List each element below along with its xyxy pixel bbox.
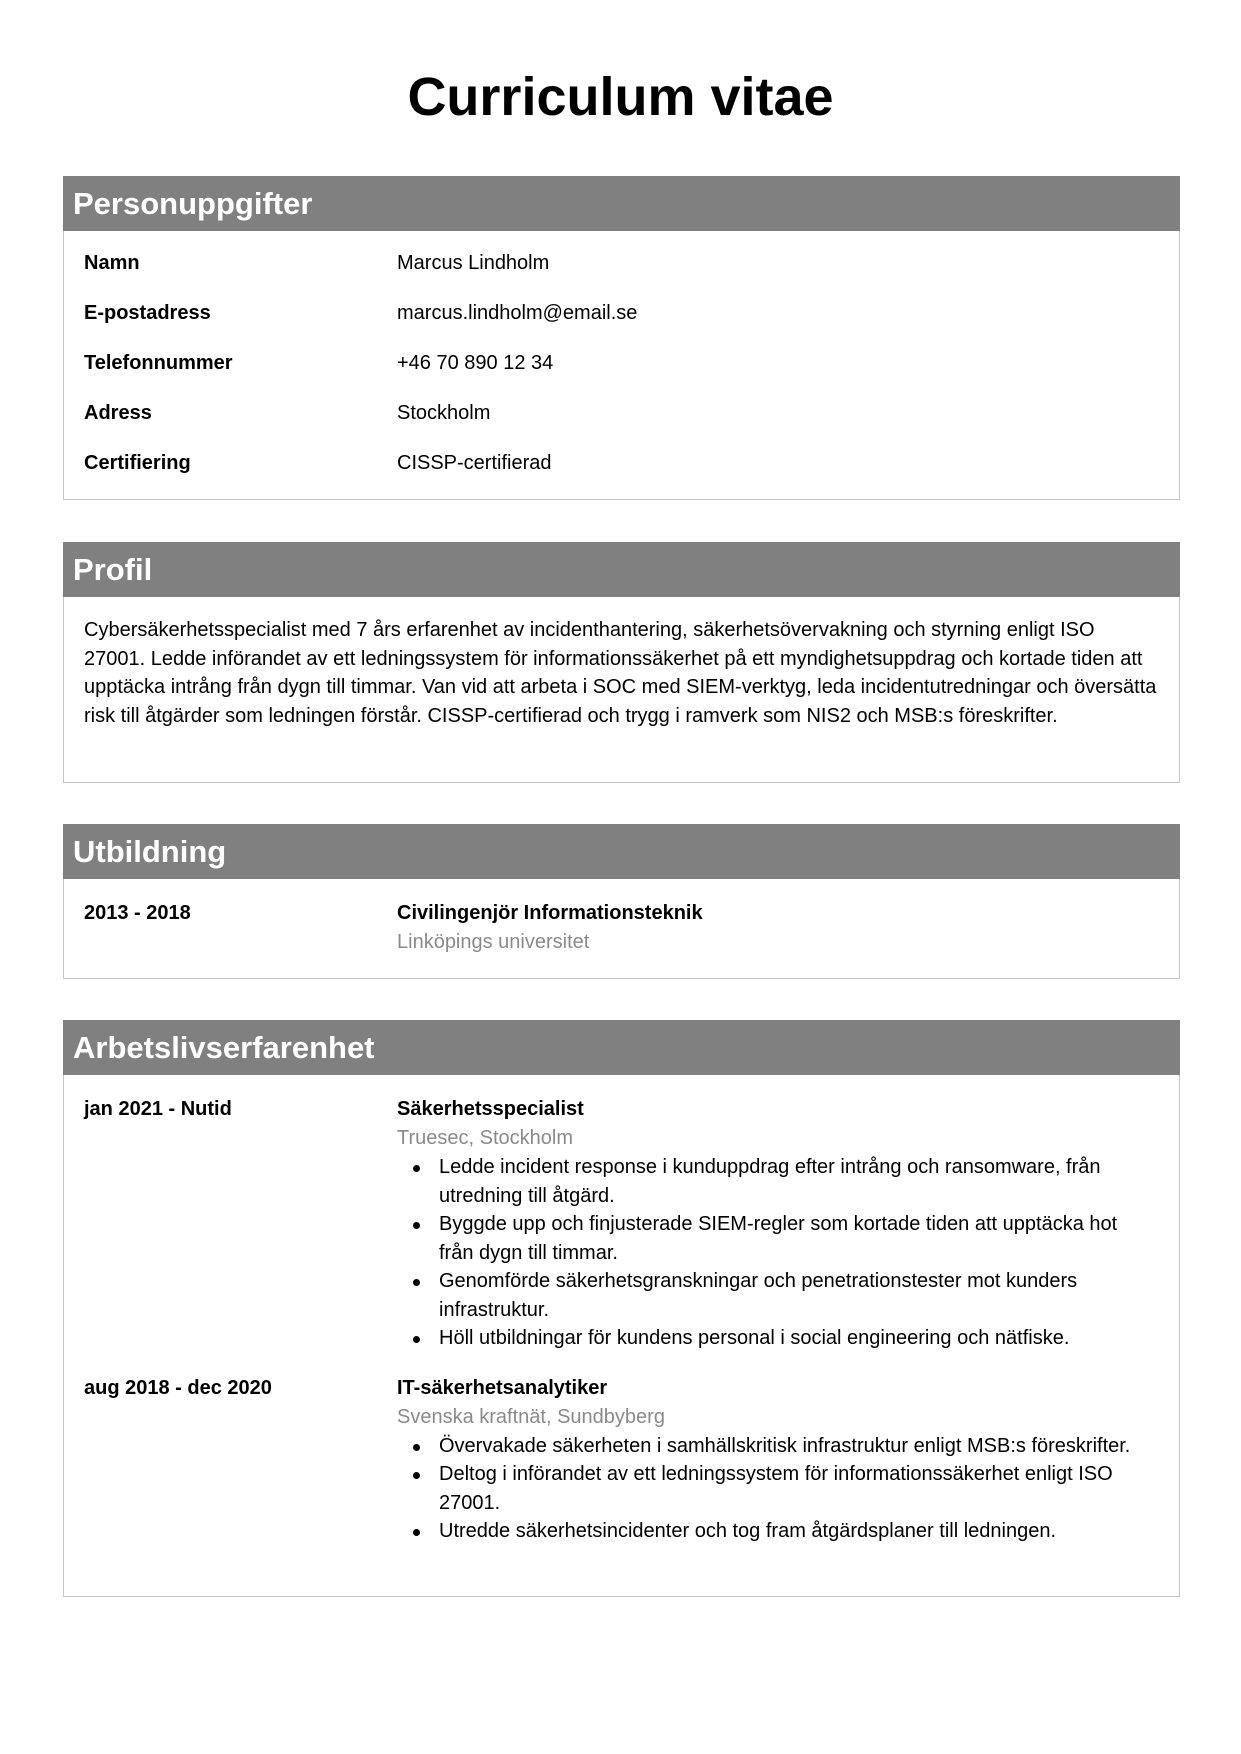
work-title: IT-säkerhetsanalytiker [397, 1376, 608, 1399]
work-employer: Truesec, Stockholm [397, 1127, 573, 1149]
education-degree: Civilingenjör Informationsteknik [397, 902, 703, 924]
list-item: Deltog i införandet av ett ledningssystem för informationssäkerhet enligt ISO 27001. [439, 1460, 1159, 1517]
education-period: 2013 - 2018 [84, 902, 191, 924]
label-phone: Telefonnummer [84, 352, 233, 374]
work-period: aug 2018 - dec 2020 [84, 1376, 272, 1399]
work-entry [84, 1095, 1159, 1353]
label-name: Namn [84, 252, 140, 274]
work-entry [84, 1374, 1159, 1546]
personal-row-address [84, 398, 1159, 448]
work-employer: Svenska kraftnät, Sundbyberg [397, 1405, 665, 1428]
list-item: Övervakade säkerheten i samhällskritisk infrastruktur enligt MSB:s föreskrifter. [439, 1432, 1159, 1461]
work-period: jan 2021 - Nutid [84, 1098, 232, 1120]
personal-row-phone [84, 348, 1159, 398]
value-certification: CISSP-certifierad [397, 452, 552, 474]
work-bullet-list [397, 1432, 1159, 1546]
label-certification: Certifiering [84, 452, 191, 474]
section-education [63, 824, 1180, 979]
work-title: Säkerhetsspecialist [397, 1098, 584, 1120]
section-heading-work: Arbetslivserfarenhet [63, 1020, 1180, 1075]
section-heading-education: Utbildning [63, 824, 1180, 879]
personal-row-email [84, 298, 1159, 348]
work-body [397, 1095, 1159, 1353]
education-school: Linköpings universitet [397, 931, 590, 953]
value-name: Marcus Lindholm [397, 252, 550, 274]
section-work [63, 1020, 1180, 1597]
education-list [64, 879, 1179, 975]
list-item: Genomförde säkerhetsgranskningar och penetrationstester mot kunders infrastruktur. [439, 1267, 1159, 1324]
value-phone: +46 70 890 12 34 [397, 352, 554, 374]
list-item: Ledde incident response i kunduppdrag efter intrång och ransomware, från utredning till åtgärd. [439, 1153, 1159, 1210]
work-bullet-list [397, 1153, 1159, 1353]
section-heading-personal: Personuppgifter [63, 176, 1180, 231]
work-list [64, 1075, 1179, 1566]
education-body [397, 899, 1159, 957]
list-item: Utredde säkerhetsincidenter och tog fram åtgärdsplaner till ledningen. [439, 1517, 1159, 1546]
section-profile [63, 542, 1180, 783]
label-email: E-postadress [84, 302, 211, 324]
section-personal [63, 176, 1180, 500]
document-title: Curriculum vitae [407, 67, 834, 127]
list-item: Byggde upp och finjusterade SIEM-regler som kortade tiden att upptäcka hot från dygn till timmar. [439, 1210, 1159, 1267]
personal-details-table [64, 231, 1179, 508]
education-entry [84, 899, 1159, 957]
value-email: marcus.lindholm@email.se [397, 302, 638, 324]
personal-row-certification [84, 448, 1159, 498]
list-item: Höll utbildningar för kundens personal i social engineering och nätfiske. [439, 1324, 1159, 1353]
section-heading-profile: Profil [63, 542, 1180, 597]
profile-summary: Cybersäkerhetsspecialist med 7 års erfarenhet av incidenthantering, säkerhetsövervakning och styrning enligt ISO 27001. Ledde införandet av ett ledningssystem för informationssäkerhet på ett myndighetsuppdrag och kortade tiden att upptäcka intrång från dygn till timmar. Van vid att arbeta i SOC med SIEM-verktyg, leda incidentutredningar och översätta risk till åtgärder som ledningen förstår. CISSP-certifierad och trygg i ramverk som NIS2 och MSB:s föreskrifter. [84, 619, 1157, 727]
value-address: Stockholm [397, 402, 491, 424]
personal-row-name [84, 248, 1159, 298]
label-address: Adress [84, 402, 152, 424]
work-body [397, 1374, 1159, 1546]
